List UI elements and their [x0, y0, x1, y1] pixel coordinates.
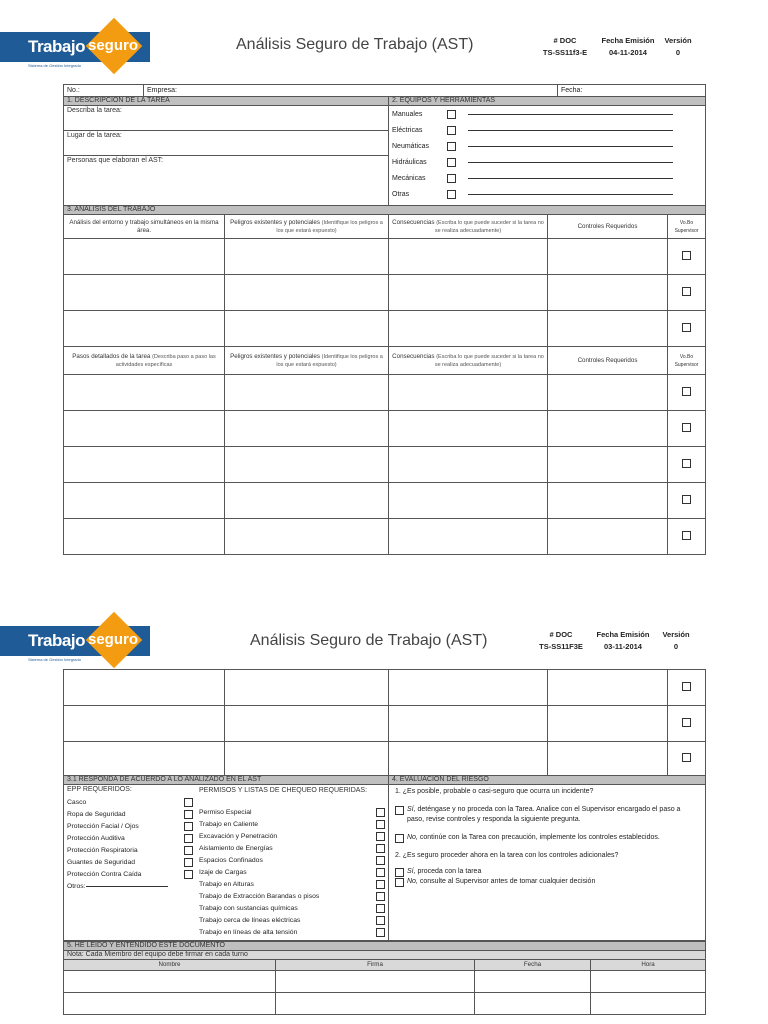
supervisor-checkbox[interactable]	[682, 459, 691, 468]
supervisor-checkbox[interactable]	[682, 753, 691, 762]
col-environment-header: Análisis del entorno y trabajo simultáneos en la misma área.	[64, 215, 225, 239]
supervisor-checkbox[interactable]	[682, 287, 691, 296]
checkbox[interactable]	[447, 174, 456, 183]
epp-item: Casco	[67, 796, 193, 808]
epp-list	[64, 785, 196, 939]
checkbox[interactable]	[376, 868, 385, 877]
supervisor-checkbox[interactable]	[682, 423, 691, 432]
col-hazards-header: Peligros existentes y potenciales (Identifique los peligros a los que estará expuesto)	[225, 347, 389, 375]
no-field[interactable]: No.:	[64, 85, 144, 96]
col-consequences-header: Consecuencias (Escriba lo que puede suceder si la tarea no se realiza adecuadamente)	[389, 347, 548, 375]
col-controls-header: Controles Requeridos	[548, 215, 668, 239]
checkbox[interactable]	[447, 110, 456, 119]
epp-item: Protección Auditiva	[67, 832, 193, 844]
version: Versión 0	[662, 630, 690, 651]
equipment-item: Eléctricas	[392, 122, 702, 138]
signature-table	[63, 941, 706, 1015]
answer-2-no: No, consulte al Supervisor antes de tomar cualquier decisión	[395, 877, 699, 887]
checkbox[interactable]	[395, 834, 404, 843]
epp-item: Protección Facial / Ojos	[67, 820, 193, 832]
supervisor-checkbox[interactable]	[682, 531, 691, 540]
table-row	[64, 447, 706, 483]
supervisor-checkbox[interactable]	[682, 323, 691, 332]
col-supervisor-header: Vo.Bo Supervisor	[668, 347, 706, 375]
table-row	[64, 670, 706, 706]
col-controls-header: Controles Requeridos	[548, 347, 668, 375]
checkbox[interactable]	[395, 806, 404, 815]
epp-item: Protección Respiratoria	[67, 844, 193, 856]
permits-list	[196, 785, 388, 939]
checkbox[interactable]	[376, 904, 385, 913]
permit-item: Izaje de Cargas	[199, 866, 385, 878]
issue-date: Fecha Emisión 04-11-2014	[601, 36, 655, 57]
question-2: 2. ¿Es seguro proceder ahora en la tarea con los controles adicionales?	[395, 852, 619, 859]
table-row	[64, 483, 706, 519]
answer-1-no: No, continúe con la Tarea con precaución, implemente los controles establecidos.	[395, 833, 699, 843]
section-5-title: 5. HE LEÍDO Y ENTENDIDO ESTE DOCUMENTO	[64, 942, 706, 951]
version: Versión 0	[664, 36, 692, 57]
section-1-title: 1. DESCRIPCIÓN DE LA TAREA	[64, 97, 389, 106]
table-row	[64, 411, 706, 447]
table-row	[64, 971, 706, 993]
epp-title: EPP REQUERIDOS:	[67, 786, 132, 793]
col-steps-header: Pasos detallados de la tarea (Describa paso a paso las actividades específicas	[64, 347, 225, 375]
others-input[interactable]	[86, 886, 168, 887]
checkbox[interactable]	[376, 832, 385, 841]
checkbox[interactable]	[184, 798, 193, 807]
ast-form-page2	[63, 669, 706, 941]
col-date-header: Fecha	[475, 960, 591, 971]
equipment-list	[389, 106, 706, 206]
checkbox[interactable]	[376, 820, 385, 829]
equipment-item: Neumáticas	[392, 138, 702, 154]
supervisor-checkbox[interactable]	[682, 495, 691, 504]
ast-authors-field[interactable]: Personas que elaboran el AST:	[67, 157, 164, 164]
epp-item: Guantes de Seguridad	[67, 856, 193, 868]
table-row	[64, 275, 706, 311]
logo-text-main: Trabajo	[28, 37, 85, 56]
section-5-note: Nota: Cada Miembro del equipo debe firmar en cada turno	[64, 951, 706, 960]
checkbox[interactable]	[376, 880, 385, 889]
supervisor-checkbox[interactable]	[682, 718, 691, 727]
supervisor-checkbox[interactable]	[682, 682, 691, 691]
task-place-field[interactable]: Lugar de la tarea:	[64, 131, 388, 156]
company-field[interactable]: Empresa:	[144, 85, 558, 96]
permit-item: Excavación y Penetración	[199, 830, 385, 842]
checkbox[interactable]	[184, 870, 193, 879]
logo-text-accent: seguro	[88, 631, 139, 648]
risk-evaluation	[389, 785, 706, 941]
col-time-header: Hora	[591, 960, 706, 971]
ast-form-page1	[63, 84, 706, 555]
permit-item: Espacios Confinados	[199, 854, 385, 866]
date-field[interactable]: Fecha:	[561, 87, 583, 94]
task-description-field[interactable]: Describa la tarea:	[64, 106, 388, 131]
logo-text-accent: seguro	[88, 37, 139, 54]
checkbox[interactable]	[376, 856, 385, 865]
permit-item: Trabajo de Extracción Barandas o pisos	[199, 890, 385, 902]
epp-item: Ropa de Seguridad	[67, 808, 193, 820]
checkbox[interactable]	[376, 808, 385, 817]
checkbox[interactable]	[184, 822, 193, 831]
checkbox[interactable]	[447, 158, 456, 167]
checkbox[interactable]	[376, 928, 385, 937]
equipment-item: Manuales	[392, 106, 702, 122]
section-31-title: 3.1 RESPONDA DE ACUERDO A LO ANALIZADO EN EL AST	[64, 776, 389, 785]
table-row	[64, 311, 706, 347]
answer-2-yes: Sí, proceda con la tarea	[395, 867, 699, 877]
table-row	[64, 375, 706, 411]
page-title: Análisis Seguro de Trabajo (AST)	[236, 36, 474, 53]
answer-1-yes: Sí, deténgase y no proceda con la Tarea. Analice con el Supervisor encargado el paso a paso, revise controles y responda la siguiente pregunta.	[395, 805, 699, 825]
permit-item: Permiso Especial	[199, 806, 385, 818]
logo-text-main: Trabajo	[28, 631, 85, 650]
col-hazards-header: Peligros existentes y potenciales (Identifique los peligros a los que estará expuesto)	[225, 215, 389, 239]
section-4-title: 4. EVALUACIÓN DEL RIESGO	[389, 776, 706, 785]
checkbox[interactable]	[184, 846, 193, 855]
table-row	[64, 239, 706, 275]
checkbox[interactable]	[184, 810, 193, 819]
section-2-title: 2. EQUIPOS Y HERRAMIENTAS	[389, 97, 706, 106]
checkbox[interactable]	[376, 844, 385, 853]
permit-item: Trabajo cerca de líneas eléctricas	[199, 914, 385, 926]
logo-subtitle: Sistema de Gestión Integrado	[28, 657, 81, 662]
table-row	[64, 706, 706, 742]
permit-item: Trabajo en líneas de alta tensión	[199, 926, 385, 938]
checkbox[interactable]	[447, 126, 456, 135]
permit-item: Aislamiento de Energías	[199, 842, 385, 854]
permit-item: Trabajo con sustancias químicas	[199, 902, 385, 914]
epp-item: Protección Contra Caída	[67, 868, 193, 880]
col-consequences-header: Consecuencias (Escriba lo que puede suceder si la tarea no se realiza adecuadamente)	[389, 215, 548, 239]
checkbox[interactable]	[447, 190, 456, 199]
supervisor-checkbox[interactable]	[682, 387, 691, 396]
checkbox[interactable]	[184, 834, 193, 843]
table-row	[64, 993, 706, 1015]
supervisor-checkbox[interactable]	[682, 251, 691, 260]
permit-item: Trabajo en Alturas	[199, 878, 385, 890]
company-logo	[0, 18, 160, 76]
equipment-item: Hidráulicas	[392, 154, 702, 170]
checkbox[interactable]	[184, 858, 193, 867]
page-title: Análisis Seguro de Trabajo (AST)	[250, 632, 488, 649]
epp-others: Otros:	[67, 880, 193, 892]
col-name-header: Nombre	[64, 960, 276, 971]
permits-title: PERMISOS Y LISTAS DE CHEQUEO REQUERIDAS:	[199, 787, 368, 794]
doc-number: # DOC TS-SS11f3-E	[542, 36, 588, 57]
logo-subtitle: Sistema de Gestión Integrado	[28, 63, 81, 68]
equipment-item: Mecánicas	[392, 170, 702, 186]
doc-number: # DOC TS-SS11F3E	[539, 630, 583, 651]
checkbox[interactable]	[395, 878, 404, 887]
checkbox[interactable]	[447, 142, 456, 151]
col-supervisor-header: Vo.Bo Supervisor	[668, 215, 706, 239]
col-signature-header: Firma	[276, 960, 475, 971]
issue-date: Fecha Emisión 03-11-2014	[596, 630, 650, 651]
equipment-item: Otras	[392, 186, 702, 202]
checkbox[interactable]	[376, 892, 385, 901]
checkbox[interactable]	[376, 916, 385, 925]
section-3-title: 3. ANÁLISIS DEL TRABAJO	[64, 206, 706, 215]
table-row	[64, 519, 706, 555]
checkbox[interactable]	[395, 868, 404, 877]
company-logo	[0, 612, 160, 670]
question-1: 1. ¿Es posible, probable o casi-seguro que ocurra un incidente?	[395, 788, 594, 795]
table-row	[64, 742, 706, 776]
permit-item: Trabajo en Caliente	[199, 818, 385, 830]
